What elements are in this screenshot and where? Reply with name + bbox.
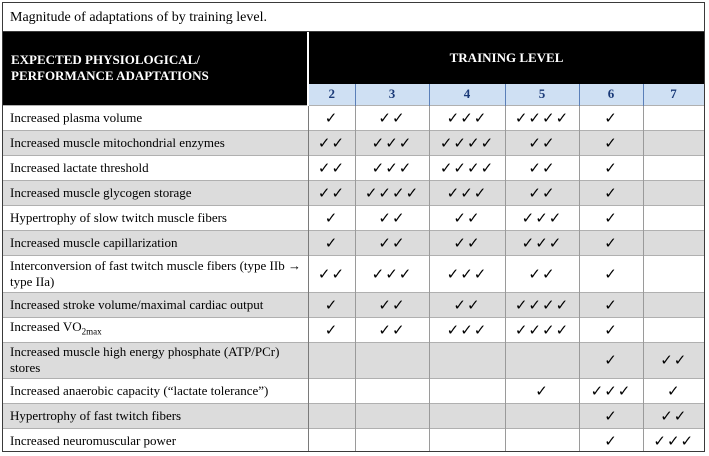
- checkmark-cell: ✓✓: [355, 230, 429, 255]
- adaptations-table: [3, 32, 705, 452]
- checkmark-cell: [429, 342, 505, 378]
- checkmark-cell: [505, 403, 579, 428]
- adaptation-label-text: Increased anaerobic capacity (“lactate tolerance”): [10, 382, 269, 398]
- table-body: [3, 105, 704, 452]
- adaptation-label-text: Increased muscle glycogen storage: [10, 184, 192, 200]
- checkmark-cell: ✓✓: [308, 130, 355, 155]
- level-header: 5: [505, 84, 579, 105]
- table-row: [3, 342, 704, 378]
- adaptation-label: [3, 378, 308, 403]
- checkmark-cell: [643, 130, 704, 155]
- table-row: [3, 378, 704, 403]
- checkmark-cell: ✓: [308, 317, 355, 342]
- checkmark-cell: [308, 342, 355, 378]
- adaptation-label: [3, 230, 308, 255]
- adaptation-label: [3, 130, 308, 155]
- checkmark-cell: ✓: [579, 105, 643, 130]
- checkmark-cell: [643, 155, 704, 180]
- checkmark-cell: ✓✓✓✓: [429, 130, 505, 155]
- adaptation-label-text: Increased muscle high energy phosphate (ATP/PCr) stores: [10, 344, 280, 375]
- checkmark-cell: [429, 403, 505, 428]
- training-level-header: TRAINING LEVEL: [308, 32, 704, 84]
- checkmark-cell: ✓✓: [505, 155, 579, 180]
- checkmark-cell: [308, 378, 355, 403]
- checkmark-cell: ✓✓: [505, 255, 579, 292]
- checkmark-cell: [355, 378, 429, 403]
- checkmark-cell: ✓: [579, 403, 643, 428]
- checkmark-cell: ✓✓: [355, 292, 429, 317]
- checkmark-cell: ✓✓✓: [505, 230, 579, 255]
- checkmark-cell: ✓✓: [643, 342, 704, 378]
- checkmark-cell: ✓✓✓: [505, 205, 579, 230]
- adaptation-label-text: Increased plasma volume: [10, 109, 143, 125]
- checkmark-cell: ✓: [579, 255, 643, 292]
- checkmark-cell: ✓: [579, 317, 643, 342]
- table-row: [3, 105, 704, 130]
- adaptation-label-text: Increased stroke volume/maximal cardiac output: [10, 296, 264, 312]
- adaptation-label: [3, 342, 308, 378]
- table-row: [3, 180, 704, 205]
- checkmark-cell: [643, 317, 704, 342]
- adaptation-label-text: Interconversion of fast twitch muscle fibers (type IIb → type IIa): [10, 257, 301, 289]
- adaptation-label: [3, 428, 308, 452]
- checkmark-cell: ✓✓: [355, 105, 429, 130]
- checkmark-cell: ✓✓: [643, 403, 704, 428]
- checkmark-cell: ✓✓✓✓: [505, 317, 579, 342]
- checkmark-cell: ✓: [505, 378, 579, 403]
- checkmark-cell: ✓✓: [505, 130, 579, 155]
- checkmark-cell: [308, 403, 355, 428]
- checkmark-cell: ✓: [308, 105, 355, 130]
- table-caption: Magnitude of adaptations of by training level.: [3, 3, 704, 32]
- checkmark-cell: ✓: [579, 180, 643, 205]
- checkmark-cell: ✓✓✓: [429, 317, 505, 342]
- checkmark-cell: [643, 105, 704, 130]
- adaptation-label-text: Increased muscle mitochondrial enzymes: [10, 134, 225, 150]
- checkmark-cell: ✓: [579, 130, 643, 155]
- checkmark-cell: [355, 428, 429, 452]
- checkmark-cell: ✓: [308, 205, 355, 230]
- checkmark-cell: ✓✓: [429, 230, 505, 255]
- table-row: [3, 255, 704, 292]
- checkmark-cell: ✓✓✓: [643, 428, 704, 452]
- header-line-1: EXPECTED PHYSIOLOGICAL/: [11, 52, 200, 68]
- checkmark-cell: ✓: [579, 428, 643, 452]
- checkmark-cell: ✓: [579, 342, 643, 378]
- adaptation-label: [3, 205, 308, 230]
- checkmark-cell: [355, 403, 429, 428]
- adaptation-label-text: Increased muscle capillarization: [10, 234, 178, 250]
- checkmark-cell: [643, 255, 704, 292]
- checkmark-cell: ✓✓✓✓: [505, 105, 579, 130]
- checkmark-cell: ✓✓: [429, 205, 505, 230]
- level-header: 7: [643, 84, 704, 105]
- adaptation-label: [3, 255, 308, 292]
- checkmark-cell: ✓: [308, 292, 355, 317]
- checkmark-cell: ✓✓: [505, 180, 579, 205]
- checkmark-cell: [505, 428, 579, 452]
- table-row: [3, 205, 704, 230]
- checkmark-cell: [505, 342, 579, 378]
- checkmark-cell: ✓✓: [308, 180, 355, 205]
- checkmark-cell: ✓: [579, 155, 643, 180]
- checkmark-cell: ✓✓: [308, 255, 355, 292]
- adaptation-label: [3, 292, 308, 317]
- header-line-2: PERFORMANCE ADAPTATIONS: [11, 68, 209, 84]
- checkmark-cell: ✓✓✓: [429, 180, 505, 205]
- table-row: [3, 130, 704, 155]
- adaptation-label-text: Increased VO: [10, 319, 82, 335]
- checkmark-cell: ✓✓✓: [579, 378, 643, 403]
- checkmark-cell: ✓✓✓: [355, 255, 429, 292]
- adaptation-label: [3, 180, 308, 205]
- checkmark-cell: [308, 428, 355, 452]
- checkmark-cell: ✓: [308, 230, 355, 255]
- checkmark-cell: ✓: [643, 378, 704, 403]
- table-row: [3, 292, 704, 317]
- checkmark-cell: ✓✓: [355, 205, 429, 230]
- table-row: [3, 155, 704, 180]
- level-header: 4: [429, 84, 505, 105]
- level-header: 2: [308, 84, 355, 105]
- checkmark-cell: [355, 342, 429, 378]
- checkmark-cell: [429, 378, 505, 403]
- adaptation-label-text: Increased lactate threshold: [10, 159, 149, 175]
- checkmark-cell: ✓✓✓: [429, 105, 505, 130]
- table-row: [3, 230, 704, 255]
- checkmark-cell: ✓: [579, 205, 643, 230]
- adaptations-column-header: [3, 32, 308, 105]
- table-row: [3, 317, 704, 342]
- checkmark-cell: ✓: [579, 292, 643, 317]
- checkmark-cell: [429, 428, 505, 452]
- checkmark-cell: [643, 180, 704, 205]
- level-header: 6: [579, 84, 643, 105]
- checkmark-cell: [643, 205, 704, 230]
- adaptation-label: [3, 105, 308, 130]
- checkmark-cell: ✓✓: [308, 155, 355, 180]
- adaptation-label: [3, 155, 308, 180]
- checkmark-cell: ✓: [579, 230, 643, 255]
- checkmark-cell: ✓✓: [429, 292, 505, 317]
- checkmark-cell: ✓✓✓✓: [505, 292, 579, 317]
- adaptation-label-text: Increased neuromuscular power: [10, 432, 177, 448]
- adaptation-label-subscript: 2max: [81, 326, 102, 337]
- checkmark-cell: ✓✓✓✓: [429, 155, 505, 180]
- checkmark-cell: ✓✓✓: [429, 255, 505, 292]
- level-header: 3: [355, 84, 429, 105]
- adaptation-label-text: Hypertrophy of fast twitch fibers: [10, 407, 182, 423]
- checkmark-cell: [643, 292, 704, 317]
- checkmark-cell: ✓✓✓: [355, 155, 429, 180]
- checkmark-cell: ✓✓✓: [355, 130, 429, 155]
- checkmark-cell: ✓✓: [355, 317, 429, 342]
- table-row: [3, 403, 704, 428]
- table-row: [3, 428, 704, 452]
- adaptation-label-text: Hypertrophy of slow twitch muscle fibers: [10, 209, 227, 225]
- adaptation-label: [3, 403, 308, 428]
- adaptation-label: [3, 317, 308, 342]
- checkmark-cell: ✓✓✓✓: [355, 180, 429, 205]
- adaptations-table-frame: [2, 2, 705, 452]
- checkmark-cell: [643, 230, 704, 255]
